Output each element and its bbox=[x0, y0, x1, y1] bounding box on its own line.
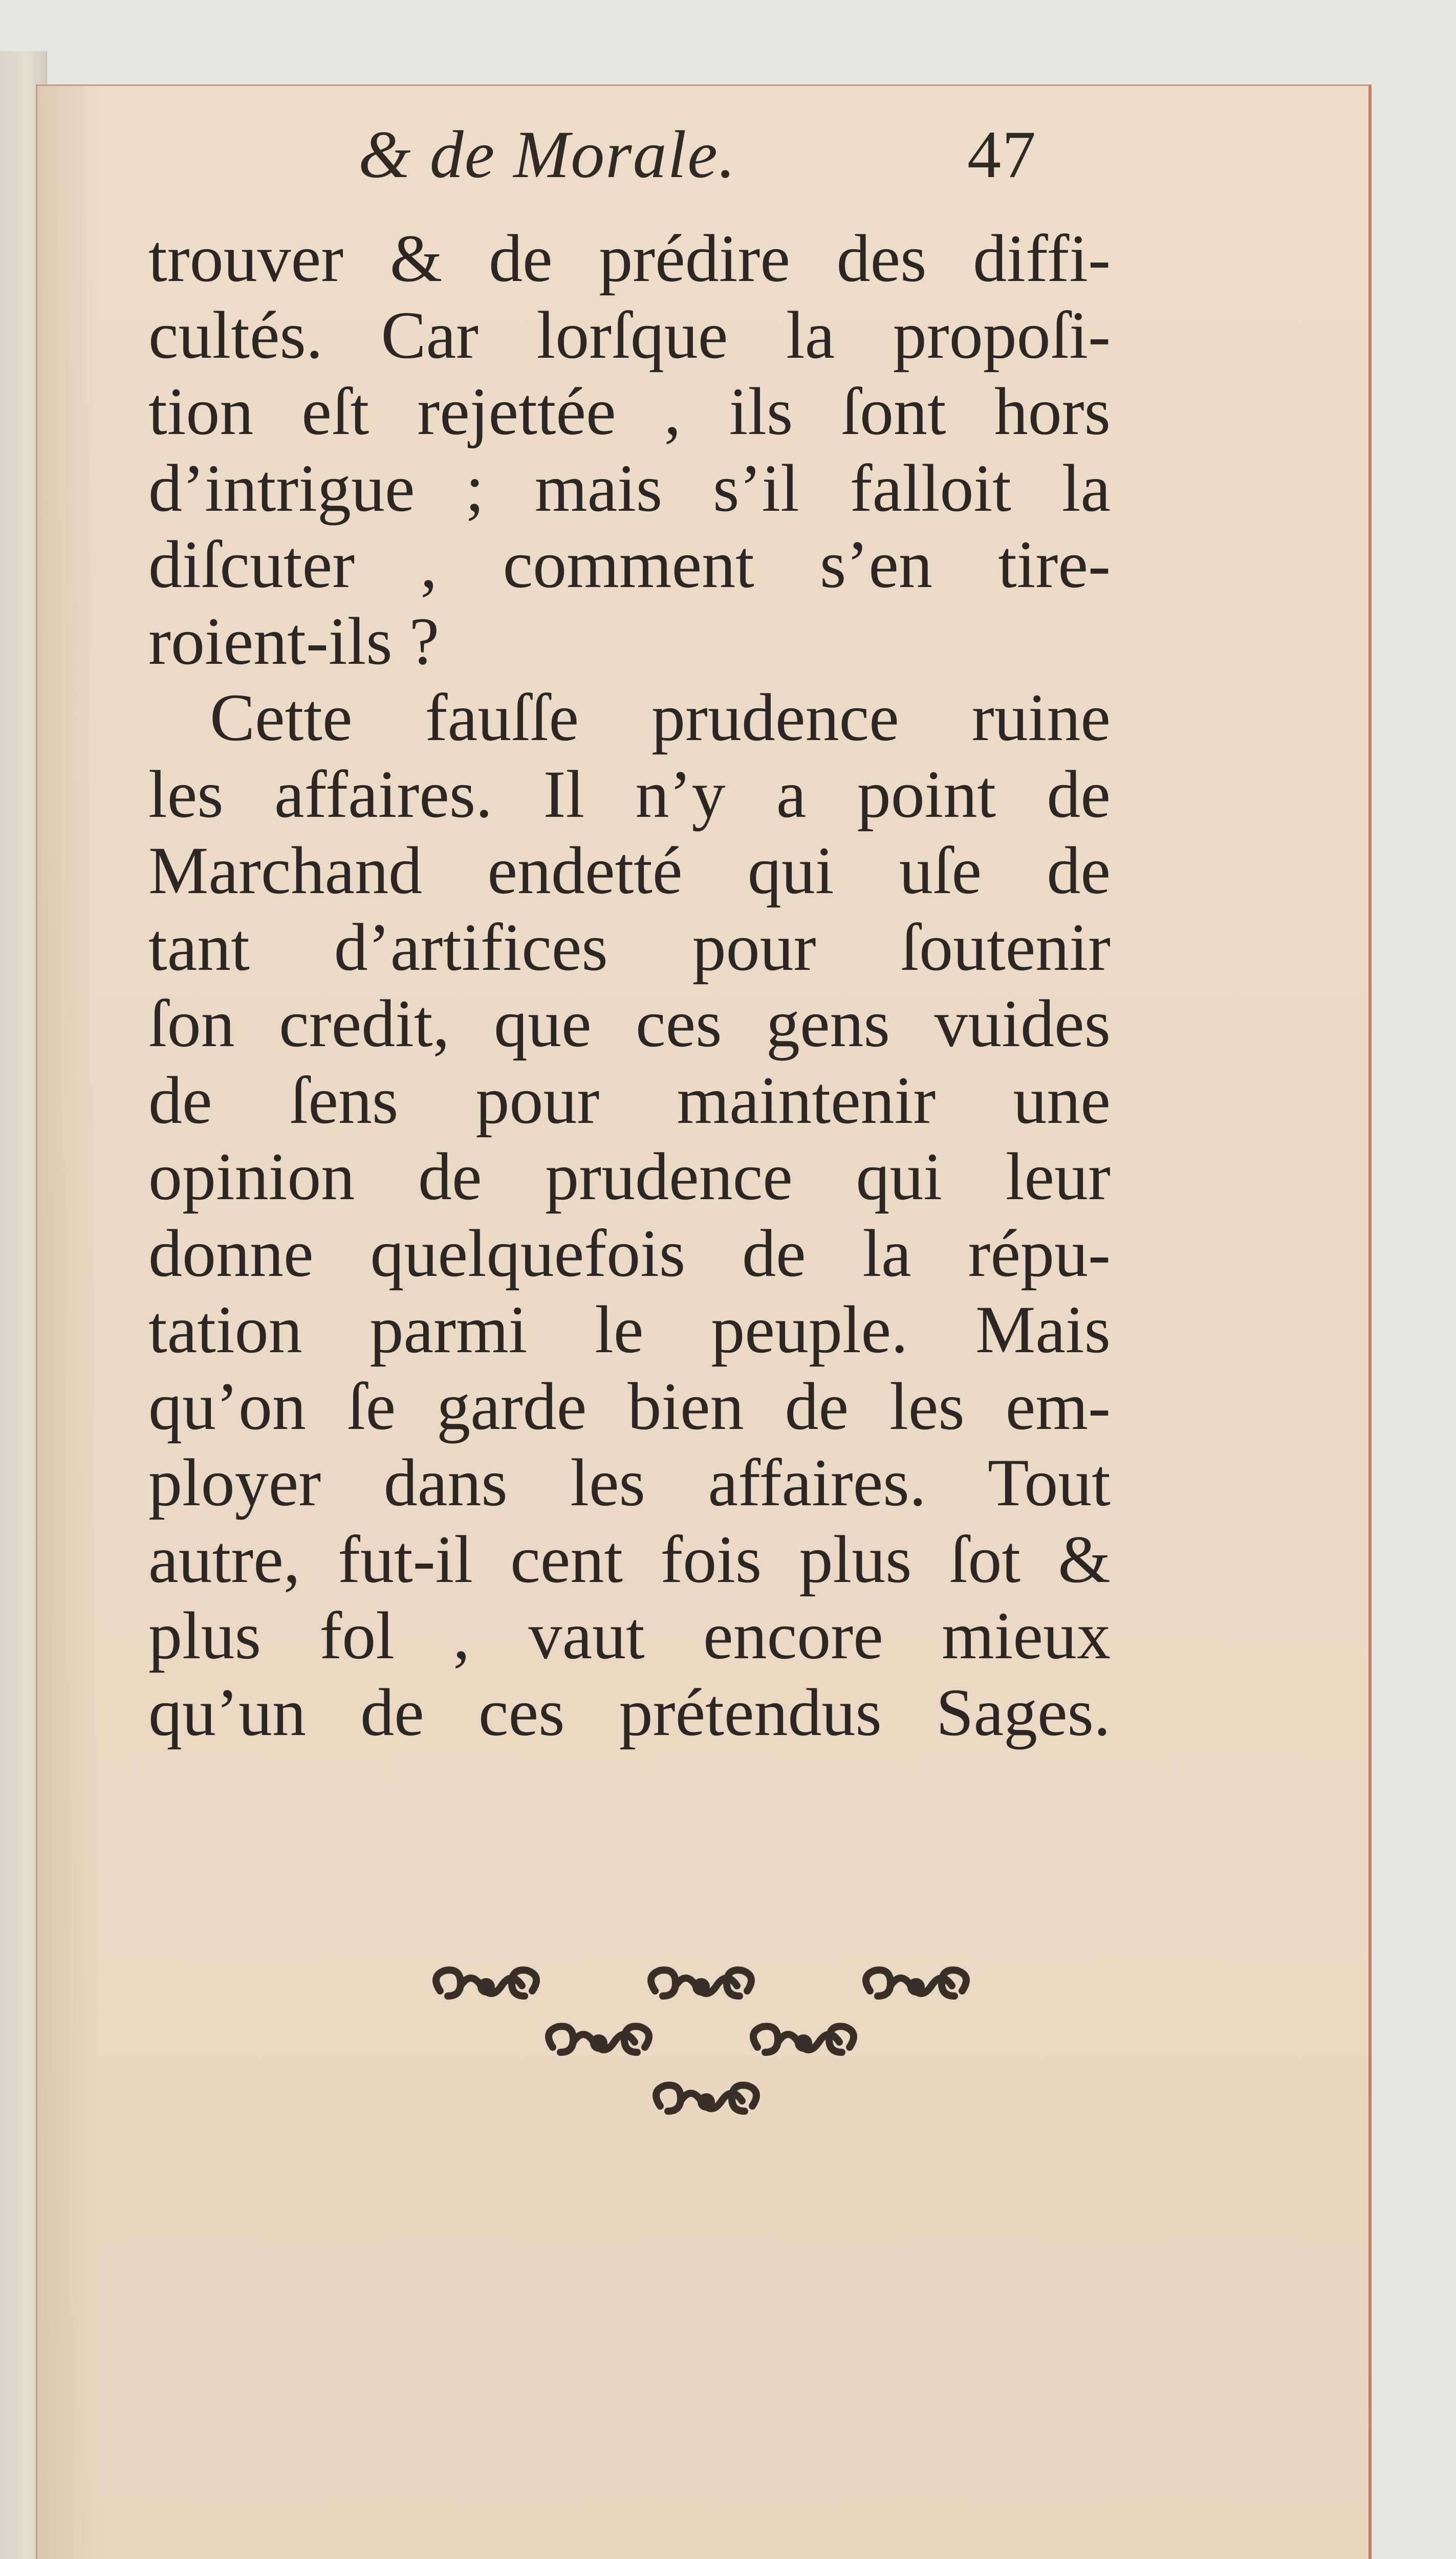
text-line: tion eſt rejettée , ils ſont hors bbox=[148, 374, 1111, 449]
fleuron-tailpiece-icon bbox=[358, 1955, 1126, 2139]
gutter-shadow bbox=[37, 86, 99, 2559]
text-line: Cette fauſſe prudence ruine bbox=[210, 680, 1111, 755]
text-line: cultés. Car lorſque la propoſi- bbox=[148, 297, 1111, 373]
text-line: ſon credit, que ces gens vuides bbox=[148, 986, 1111, 1061]
running-head bbox=[358, 115, 1126, 202]
text-line: de ſens pour maintenir une bbox=[148, 1062, 1111, 1138]
text-line: plus fol , vaut encore mieux bbox=[148, 1598, 1111, 1673]
text-line: roient-ils ? bbox=[148, 603, 440, 679]
text-line: d’intrigue ; mais s’il falloit la bbox=[148, 450, 1111, 526]
text-line: tant d’artifices pour ſoutenir bbox=[148, 909, 1111, 985]
text-line: donne quelquefois de la répu- bbox=[148, 1215, 1111, 1291]
page-number: 47 bbox=[967, 117, 1037, 192]
running-head-title: & de Morale. bbox=[358, 117, 736, 192]
text-line: Marchand endetté qui uſe de bbox=[148, 833, 1111, 908]
text-line: tation parmi le peuple. Mais bbox=[148, 1292, 1111, 1367]
text-line: qu’un de ces prétendus Sages. bbox=[148, 1674, 1111, 1750]
text-line: autre, fut-il cent fois plus ſot & bbox=[148, 1521, 1111, 1597]
body-text bbox=[148, 220, 1111, 1750]
text-line: qu’on ſe garde bien de les em- bbox=[148, 1368, 1111, 1444]
text-line: ployer dans les affaires. Tout bbox=[148, 1445, 1111, 1520]
text-line: trouver & de prédire des diffi- bbox=[148, 221, 1111, 296]
text-line: les affaires. Il n’y a point de bbox=[148, 756, 1111, 832]
text-line: opinion de prudence qui leur bbox=[148, 1139, 1111, 1214]
text-line: diſcuter , comment s’en tire- bbox=[148, 527, 1111, 602]
